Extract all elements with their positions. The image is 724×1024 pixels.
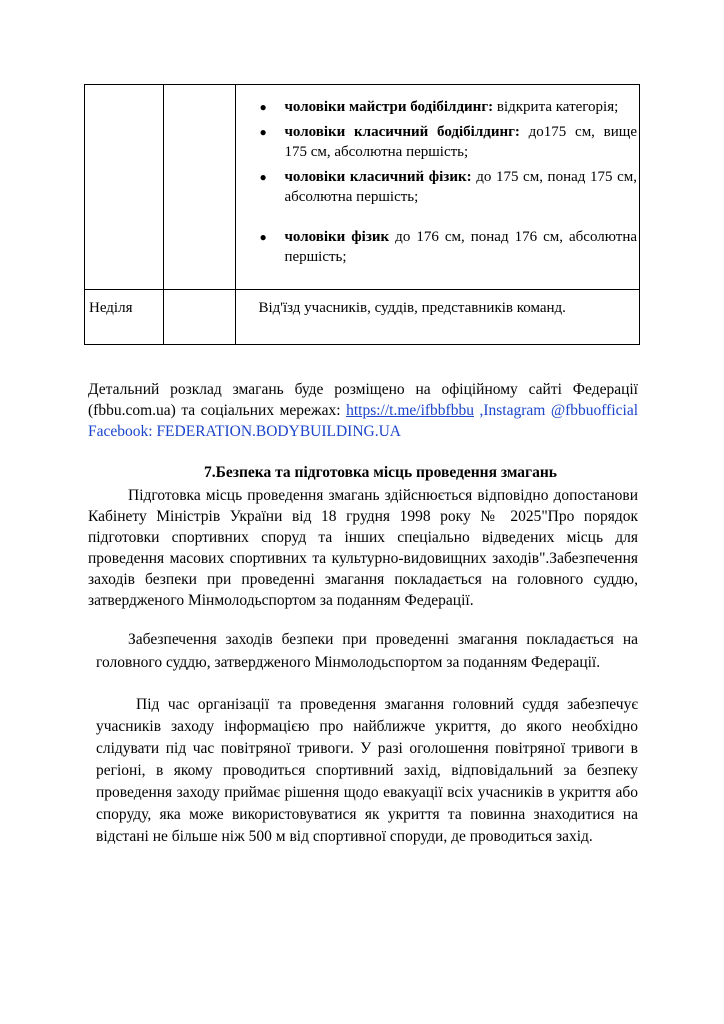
bullet-icon: ● — [259, 125, 267, 139]
category-name: чоловіки фізик — [284, 229, 390, 245]
telegram-link[interactable]: https://t.me/ifbbfbbu — [346, 402, 474, 419]
table-cell-time — [163, 85, 236, 290]
table-cell-time — [163, 290, 236, 345]
table-cell-event — [236, 290, 640, 345]
table-row — [85, 85, 640, 290]
paragraph: Під час організації та проведення змагання головний суддя забезпечує учасників заходу інформацією про найближче укриття, до якого необхідно слідувати під час повітряної тривоги. У разі оголошення повітряної тривоги в регіоні, в якому проводиться спортивний захід, відповідальний за безпеку проведення заходу приймає рішення щодо евакуації всіх учасників в укриття або споруду, яка може використовуватися як укриття та повинна знаходитися на відстані не більше ніж 500 м від спортивної споруди, де проводиться захід. — [96, 696, 638, 845]
category-detail: відкрита категорія; — [493, 99, 619, 115]
table-cell-day — [85, 85, 164, 290]
list-item — [236, 97, 639, 117]
bullet-icon: ● — [259, 100, 267, 114]
schedule-note-text: Детальний розклад змагань буде розміщено на офіційному сайті Федерації (fbbu.com.ua) та соціальних мережах: — [88, 381, 638, 419]
bullet-icon: ● — [259, 170, 267, 184]
table-row — [85, 290, 640, 345]
day-label: Неділя — [89, 300, 133, 316]
event-text: Від'їзд учасників, суддів, представників команд. — [258, 300, 566, 316]
category-name: чоловіки класичний фізик: — [284, 169, 472, 185]
category-detail: до 175 см, понад 175 см, абсолютна першість; — [284, 169, 637, 205]
paragraph: Забезпечення заходів безпеки при проведенні змагання покладається на головного суддю, затвердженого Мінмолодьспортом за поданням Федерації. — [96, 631, 638, 671]
separator-text: , — [473, 402, 484, 419]
category-name: чоловіки майстри бодібілдинг: — [284, 99, 494, 115]
list-item — [236, 122, 639, 162]
category-list — [236, 85, 639, 289]
category-detail: до 176 см, понад 176 см, абсолютна першість; — [284, 229, 637, 265]
table-cell-day — [85, 290, 164, 345]
schedule-note — [88, 379, 638, 442]
section-heading: 7.Безпека та підготовка місць проведення змагань — [204, 464, 557, 481]
bullet-icon: ● — [259, 230, 267, 244]
schedule-table — [84, 84, 640, 345]
paragraph: Підготовка місць проведення змагань здійснюється відповідно допостанови Кабінету Міністрів України від 18 грудня 1998 року № 2025"Про порядок підготовки спортивних споруд та інших спеціально відведених місць для проведення масових спортивних та культурно-видовищних заходів".Забезпечення заходів безпеки при проведенні змагання покладається на головного суддю, затвердженого Мінмолодьспортом за поданням Федерації. — [88, 487, 638, 609]
category-detail: до175 см, вище 175 см, абсолютна першість; — [284, 124, 637, 160]
category-name: чоловіки класичний бодібілдинг: — [284, 124, 520, 140]
list-item — [236, 167, 639, 207]
social-links-text: Instagram @fbbuofficial Facebook: FEDERATION.BODYBUILDING.UA — [88, 402, 639, 440]
table-cell-categories — [236, 85, 640, 290]
list-item — [236, 227, 639, 267]
